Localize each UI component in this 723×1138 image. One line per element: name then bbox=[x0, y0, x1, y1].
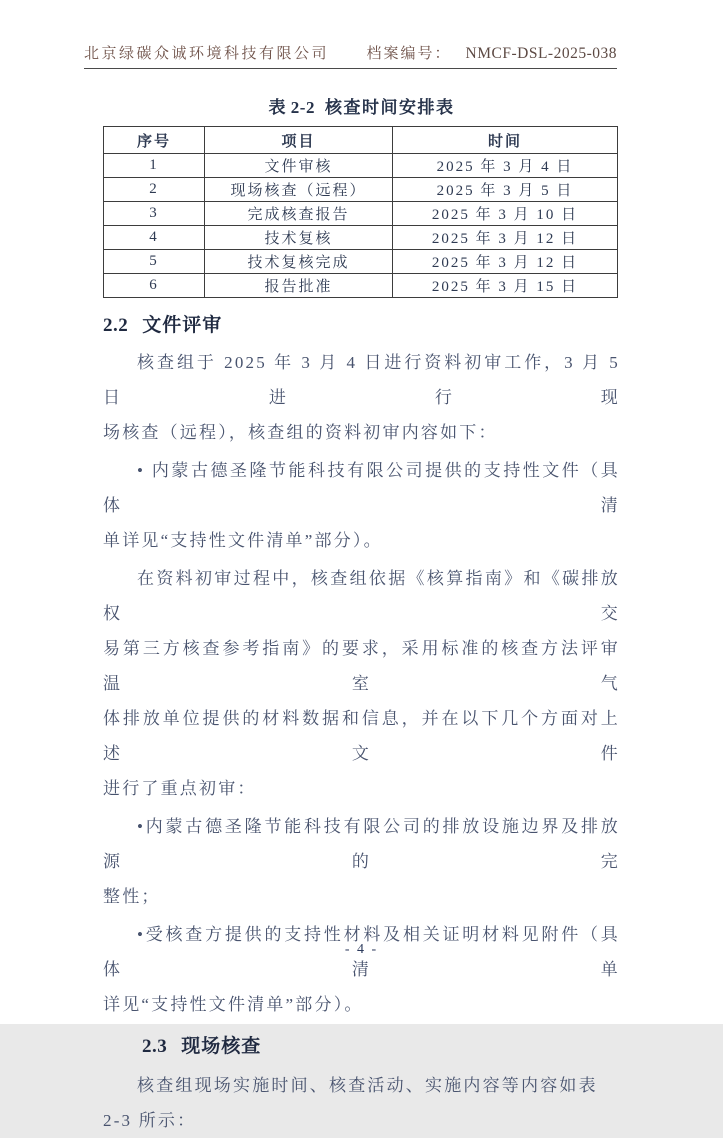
table-caption-number: 表 2-2 bbox=[268, 98, 315, 117]
cell-item: 技术复核完成 bbox=[205, 250, 393, 274]
document-body bbox=[103, 96, 620, 1138]
section-title: 文件评审 bbox=[142, 315, 223, 336]
paragraph-line: 核查组于 2025 年 3 月 4 日进行资料初审工作，3 月 5 日进行现 bbox=[103, 353, 620, 407]
cell-item: 文件审核 bbox=[205, 154, 393, 178]
cell-seq: 1 bbox=[104, 154, 205, 178]
page-number: - 4 - bbox=[344, 942, 379, 957]
paragraph-line: 进行了重点初审： bbox=[103, 779, 257, 798]
col-header-time: 时间 bbox=[393, 127, 618, 154]
paragraph-line: 在资料初审过程中，核查组依据《核算指南》和《碳排放权交 bbox=[103, 569, 620, 623]
cell-item: 完成核查报告 bbox=[205, 202, 393, 226]
cell-seq: 3 bbox=[104, 202, 205, 226]
cell-time: 2025 年 3 月 12 日 bbox=[393, 226, 618, 250]
paragraph-line: 单详见“支持性文件清单”部分）。 bbox=[103, 531, 383, 550]
paragraph-line: 详见“支持性文件清单”部分）。 bbox=[103, 995, 364, 1014]
cell-time: 2025 年 3 月 5 日 bbox=[393, 178, 618, 202]
col-header-seq: 序号 bbox=[104, 127, 205, 154]
table-caption bbox=[103, 96, 620, 120]
section-number: 2.3 bbox=[142, 1036, 168, 1057]
paragraph-line: 整性； bbox=[103, 887, 161, 906]
cell-time: 2025 年 3 月 15 日 bbox=[393, 274, 618, 298]
paragraph-line: • 内蒙古德圣隆节能科技有限公司提供的支持性文件（具体清 bbox=[103, 461, 620, 515]
cell-seq: 6 bbox=[104, 274, 205, 298]
col-header-item: 项目 bbox=[205, 127, 393, 154]
paragraph-line: 核查组现场实施时间、核查活动、实施内容等内容如表 2-3 所示： bbox=[103, 1076, 598, 1130]
page-header bbox=[84, 42, 617, 69]
cell-item: 技术复核 bbox=[205, 226, 393, 250]
table-header-row bbox=[104, 127, 618, 154]
bullet-paragraph bbox=[103, 453, 620, 558]
paragraph-line: 体排放单位提供的材料数据和信息，并在以下几个方面对上述文件 bbox=[103, 709, 620, 763]
cell-seq: 2 bbox=[104, 178, 205, 202]
table-row bbox=[104, 154, 618, 178]
cell-item: 报告批准 bbox=[205, 274, 393, 298]
cell-time: 2025 年 3 月 10 日 bbox=[393, 202, 618, 226]
section-number: 2.2 bbox=[103, 315, 129, 336]
verification-schedule-table bbox=[103, 126, 618, 298]
table-row bbox=[104, 202, 618, 226]
table-row bbox=[104, 250, 618, 274]
cell-seq: 5 bbox=[104, 250, 205, 274]
paragraph-line: •内蒙古德圣隆节能科技有限公司的排放设施边界及排放源的完 bbox=[103, 817, 620, 871]
paragraph bbox=[103, 345, 620, 450]
table-row bbox=[104, 178, 618, 202]
cell-time: 2025 年 3 月 4 日 bbox=[393, 154, 618, 178]
paragraph bbox=[103, 561, 620, 806]
bullet-paragraph bbox=[103, 917, 620, 1022]
paragraph-line: 场核查（远程），核查组的资料初审内容如下： bbox=[103, 423, 498, 442]
doc-number-label: 档案编号： bbox=[366, 46, 452, 62]
table-caption-text: 核查时间安排表 bbox=[324, 98, 455, 117]
doc-number-value: NMCF-DSL-2025-038 bbox=[465, 45, 617, 62]
paragraph-line: •受核查方提供的支持性材料及相关证明材料见附件（具体清单 bbox=[103, 925, 620, 979]
table-row bbox=[104, 274, 618, 298]
cell-item: 现场核查（远程） bbox=[205, 178, 393, 202]
company-name: 北京绿碳众诚环境科技有限公司 bbox=[84, 46, 330, 62]
paragraph-line: 易第三方核查参考指南》的要求，采用标准的核查方法评审温室气 bbox=[103, 639, 620, 693]
section-heading-2-2 bbox=[103, 313, 620, 339]
section-title: 现场核查 bbox=[181, 1036, 262, 1057]
bullet-paragraph bbox=[103, 809, 620, 914]
doc-number-group bbox=[367, 42, 617, 63]
cell-time: 2025 年 3 月 12 日 bbox=[393, 250, 618, 274]
table-row bbox=[104, 226, 618, 250]
cell-seq: 4 bbox=[104, 226, 205, 250]
paragraph bbox=[103, 1068, 620, 1138]
section-heading-2-3 bbox=[142, 1034, 620, 1060]
